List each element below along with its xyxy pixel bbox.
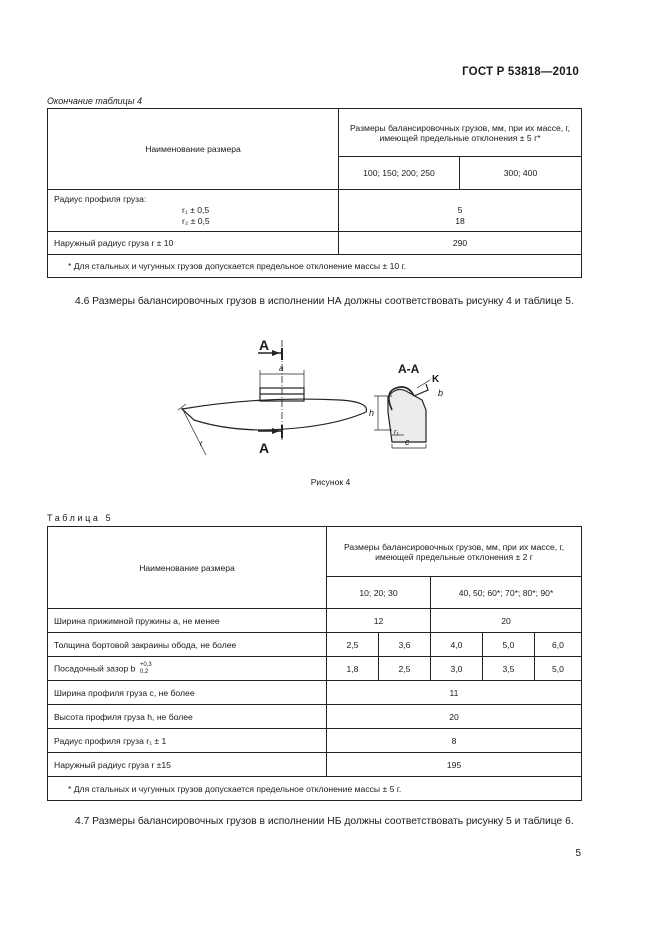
table4-sub1: 100; 150; 200; 250 xyxy=(339,157,460,190)
table-cell: 3,5 xyxy=(483,657,535,681)
table5-row-flange-thickness: Толщина бортовой закраины обода, не более xyxy=(48,633,327,657)
table-cell: 195 xyxy=(327,753,582,777)
paragraph-4-7: 4.7 Размеры балансировочных грузов в исполнении НБ должны соответствовать рисунку 5 и таблице 6. xyxy=(75,816,574,827)
table5-footnote: * Для стальных и чугунных грузов допускается предельное отклонение массы ± 5 г. xyxy=(48,777,582,801)
label-A-top: A xyxy=(259,337,270,353)
standard-number: ГОСТ Р 53818—2010 xyxy=(462,66,579,78)
table5-spring-width-v2: 20 xyxy=(431,609,582,633)
table4-sub2: 300; 400 xyxy=(460,157,582,190)
figure-4-drawing xyxy=(170,330,490,470)
table-cell: 5,0 xyxy=(483,633,535,657)
table4-row-profile-radius-values: 5 18 xyxy=(339,190,582,232)
table-5 xyxy=(47,526,582,801)
figure-4-caption: Рисунок 4 xyxy=(310,477,351,487)
table5-col-group: Размеры балансировочных грузов, мм, при их массе, г, имеющей предельные отклонения ± 2 г xyxy=(327,527,582,577)
table-cell: 20 xyxy=(327,705,582,729)
table4-col-name: Наименование размера xyxy=(48,109,339,190)
table4-row-profile-radius: Радиус профиля груза: r₁ ± 0,5 r₂ ± 0,5 xyxy=(48,190,339,232)
table4-row-outer-radius: Наружный радиус груза r ± 10 xyxy=(48,232,339,255)
table5-row-outer-radius: Наружный радиус груза r ±15 xyxy=(48,753,327,777)
table-cell: 1,8 xyxy=(327,657,379,681)
table5-row-profile-width: Ширина профиля груза c, не более xyxy=(48,681,327,705)
table5-row-profile-radius: Радиус профиля груза r₁ ± 1 xyxy=(48,729,327,753)
table5-sub2: 40, 50; 60*; 70*; 80*; 90* xyxy=(431,577,582,609)
table-cell: 2,5 xyxy=(327,633,379,657)
table4-row-outer-radius-value: 290 xyxy=(339,232,582,255)
table5-row-profile-height: Высота профиля груза h, не более xyxy=(48,705,327,729)
table5-row-seating-gap: Посадочный зазор b +0,3 0,2 xyxy=(48,657,327,681)
label-A-bottom: A xyxy=(259,440,270,456)
label-section-AA: А-А xyxy=(398,362,420,376)
label-b: b xyxy=(438,388,444,398)
table4-caption: Окончание таблицы 4 xyxy=(47,96,142,106)
table-cell: 3,6 xyxy=(379,633,431,657)
table-cell: 6,0 xyxy=(535,633,582,657)
table-cell: 2,5 xyxy=(379,657,431,681)
label-a: a xyxy=(279,364,284,373)
table-cell: 11 xyxy=(327,681,582,705)
table-cell: 5,0 xyxy=(535,657,582,681)
label-r: r xyxy=(200,439,203,448)
table5-spring-width-v1: 12 xyxy=(327,609,431,633)
table5-col-name: Наименование размера xyxy=(48,527,327,609)
page-number: 5 xyxy=(575,848,581,859)
table5-caption: Таблица 5 xyxy=(47,513,114,523)
label-r1: r₁ xyxy=(394,429,399,436)
table4-col-group: Размеры балансировочных грузов, мм, при их массе, г, имеющей предельные отклонения ± 5 г* xyxy=(339,109,582,157)
table-cell: 8 xyxy=(327,729,582,753)
table-4 xyxy=(47,108,582,278)
label-h: h xyxy=(369,408,375,418)
label-K: K xyxy=(432,374,440,385)
paragraph-4-6: 4.6 Размеры балансировочных грузов в исполнении НА должны соответствовать рисунку 4 и таблице 5. xyxy=(75,296,574,307)
table-cell: 4,0 xyxy=(431,633,483,657)
label-c: c xyxy=(405,437,410,447)
table4-footnote: * Для стальных и чугунных грузов допускается предельное отклонение массы ± 10 г. xyxy=(48,255,582,278)
table5-sub1: 10; 20; 30 xyxy=(327,577,431,609)
table5-row-spring-width: Ширина прижимной пружины a, не менее xyxy=(48,609,327,633)
table-cell: 3,0 xyxy=(431,657,483,681)
